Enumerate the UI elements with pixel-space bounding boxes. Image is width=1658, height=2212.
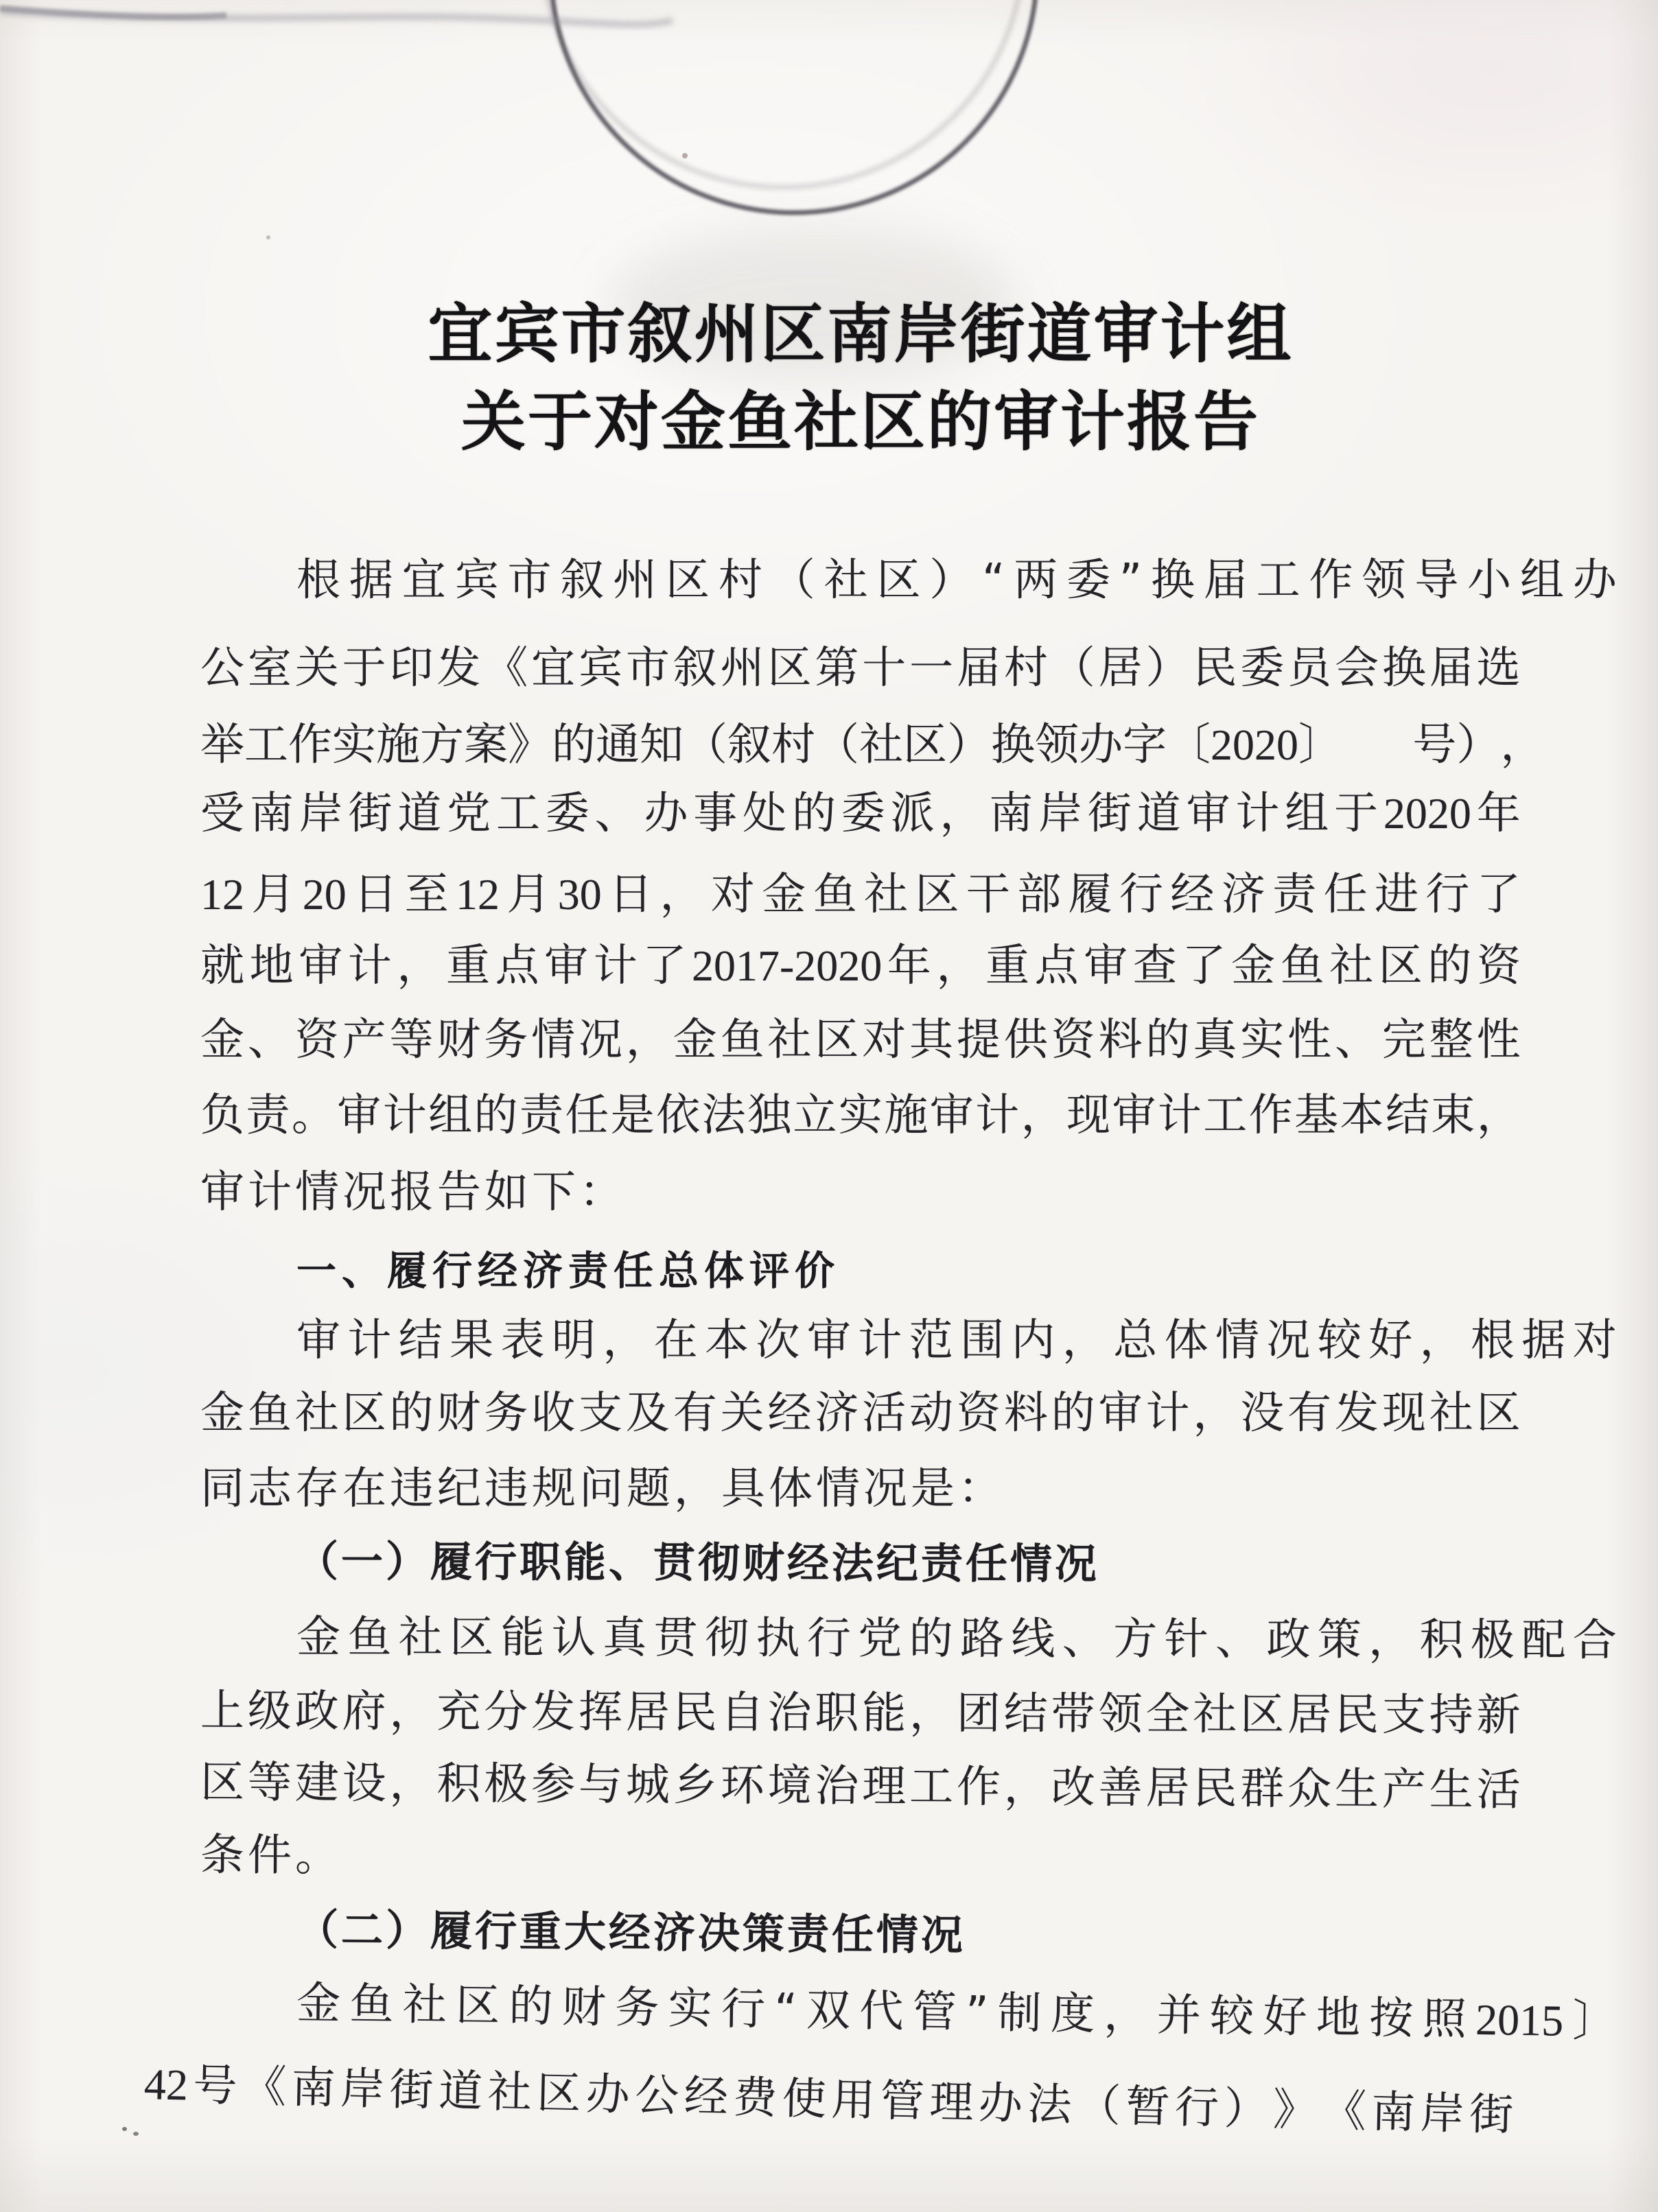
body-line: 42 号 《 南 岸 街 道 社 区 办 公 经 费 使 用 管 理 办 法 （ 暂 行 ） 》 《 南 岸 街 (143, 2060, 1515, 2141)
body-line: 负 责 。 审 计 组 的 责 任 是 依 法 独 立 实 施 审 计 ， 现 审 计 工 作 基 本 结 束 ， (200, 1090, 1521, 1141)
scan-speck (682, 153, 688, 158)
body-line: 上 级 政 府 ， 充 分 发 挥 居 民 自 治 职 能 ， 团 结 带 领 全 社 区 居 民 支 持 新 (200, 1686, 1521, 1741)
body-line: 根 据 宜 宾 市 叙 州 区 村 （ 社 区 ） “ 两 委 ” 换 届 工 作 领 导 小 组 办 (296, 555, 1617, 606)
body-line: 审 计 结 果 表 明 ， 在 本 次 审 计 范 围 内 ， 总 体 情 况 较 好 ， 根 据 对 (296, 1315, 1617, 1366)
scan-speck (266, 235, 270, 239)
scan-speck (133, 2132, 139, 2136)
body-line: 审计情况报告如下： (200, 1167, 627, 1218)
body-line: 区 等 建 设 ， 积 极 参 与 城 乡 环 境 治 理 工 作 ， 改 善 居 民 群 众 生 产 生 活 (200, 1757, 1521, 1816)
scan-speck (122, 2127, 127, 2131)
report-title-line-2: 关于对金鱼社区的审计报告 (460, 385, 1260, 460)
body-line: 12 月 20 日 至 12 月 30 日 ， 对 金 鱼 社 区 干 部 履 行 经 济 责 任 进 行 了 (200, 869, 1521, 920)
body-line: 公 室 关 于 印 发 《 宜 宾 市 叙 州 区 第 十 一 届 村 （ 居 ） 民 委 员 会 换 届 选 (200, 643, 1521, 694)
body-line: 条件。 (200, 1830, 343, 1882)
paper-curl-arc-inner (542, 0, 1024, 187)
body-line: 同志存在违纪违规问题，具体情况是： (200, 1463, 1005, 1514)
body-line: 金 鱼 社 区 的 财 务 收 支 及 有 关 经 济 活 动 资 料 的 审 计 ， 没 有 发 现 社 区 (200, 1388, 1521, 1439)
body-line: 受 南 岸 街 道 党 工 委 、 办 事 处 的 委 派 ， 南 岸 街 道 审 计 组 于 2020 年 (200, 788, 1521, 839)
section-1-1-heading: （一）履行职能、贯彻财经法纪责任情况 (296, 1537, 1100, 1589)
section-1-heading: 一、履行经济责任总体评价 (296, 1247, 841, 1294)
section-1-2-heading: （二）履行重大经济决策责任情况 (296, 1905, 966, 1960)
body-line: 金 鱼 社 区 能 认 真 贯 彻 执 行 党 的 路 线 、 方 针 、 政 策 ， 积 极 配 合 (296, 1612, 1617, 1667)
body-line: 金 鱼 社 区 的 财 务 实 行 “ 双 代 管 ” 制 度 ， 并 较 好 地 按 照 2015 〕 (296, 1977, 1618, 2047)
body-line: 金 、 资 产 等 财 务 情 况 ， 金 鱼 社 区 对 其 提 供 资 料 的 真 实 性 、 完 整 性 (200, 1015, 1521, 1066)
report-title-line-1: 宜宾市叙州区南岸街道审计组 (428, 297, 1294, 372)
body-line: 举 工 作 实 施 方 案 》 的 通 知 （ 叙 村 （ 社 区 ） 换 领 办 字 〔 2020 〕 号 ） ， (200, 720, 1545, 770)
body-line: 就 地 审 计 ， 重 点 审 计 了 2017-2020 年 ， 重 点 审 查 了 金 鱼 社 区 的 资 (200, 941, 1521, 991)
